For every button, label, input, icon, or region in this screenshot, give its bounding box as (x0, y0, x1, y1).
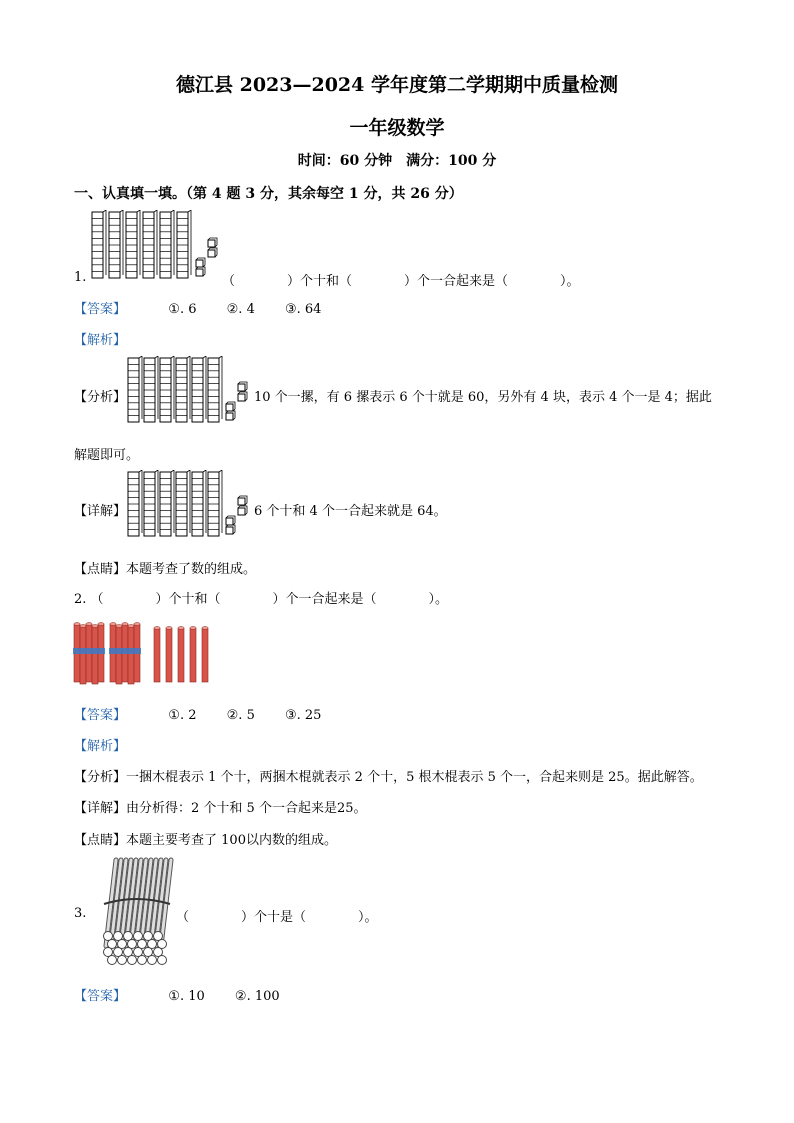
q1-point: 【点睛】本题考查了数的组成。 (74, 562, 257, 577)
ten-rod (176, 356, 190, 422)
ten-rod (160, 356, 174, 422)
unit-cube (196, 258, 205, 267)
q1-question: （ ）个十和（ ）个一合起来是（ ）。 (222, 274, 580, 289)
page-title: 德江县 2023—2024 学年度第二学期期中质量检测 (176, 74, 618, 96)
ten-rod (144, 470, 158, 536)
analysis-tag: 【解析】 (74, 333, 127, 348)
unit-cube (238, 506, 247, 515)
ten-rod (126, 210, 140, 278)
ten-rod (192, 356, 206, 422)
unit-cube (238, 392, 247, 401)
ten-rod (177, 210, 191, 278)
unit-cube (208, 238, 217, 247)
bundled-sticks-figure (72, 618, 222, 686)
single-stick (202, 627, 208, 683)
q1-detail-tag: 【详解】 (74, 504, 127, 519)
ten-rod (160, 470, 174, 536)
q2-question: 2. （ ）个十和（ ）个一合起来是（ ）。 (74, 592, 449, 607)
unit-cube (226, 525, 235, 534)
q2-answer: 【答案】 ①. 2 ②. 5 ③. 25 (74, 708, 322, 723)
ten-rod (128, 470, 142, 536)
q3-answer: 【答案】 ①. 10 ②. 100 (74, 989, 280, 1004)
single-stick (154, 627, 160, 683)
q1-answer-2: ②. 4 (226, 302, 255, 317)
stick-bundle (73, 623, 105, 685)
q2-point: 【点睛】本题主要考查了 100以内数的组成。 (74, 833, 337, 848)
ten-rod (208, 356, 222, 422)
exam-meta: 时间：60 分钟 满分：100 分 (297, 153, 497, 169)
single-stick (178, 627, 184, 683)
big-bundle (104, 860, 172, 965)
q1-number: 1. (74, 270, 87, 285)
ten-rod (92, 210, 106, 278)
q1-fenxi-text: 10 个一摞，有 6 摞表示 6 个十就是 60，另外有 4 块，表示 4 个一是 4；据此 (254, 390, 712, 405)
q2-fenxi: 【分析】一捆木棍表示 1 个十，两捆木棍就表示 2 个十，5 根木棍表示 5 个一，合起来则是 25。据此解答。 (74, 770, 703, 785)
unit-cube (196, 267, 205, 276)
unit-cube (226, 516, 235, 525)
ten-rod (143, 210, 157, 278)
q1-fenxi-tag: 【分析】 (74, 390, 127, 405)
ten-rod (176, 470, 190, 536)
single-stick (166, 627, 172, 683)
q2-detail: 【详解】由分析得：2 个十和 5 个一合起来是25。 (74, 801, 367, 816)
q1-answer (74, 298, 347, 317)
q1-fenxi-text2: 解题即可。 (74, 448, 140, 463)
base-ten-blocks-figure (90, 210, 222, 282)
unit-cube (238, 496, 247, 505)
circled-number-3: ③ (284, 302, 297, 317)
ten-rod (128, 356, 142, 422)
ten-rod (192, 470, 206, 536)
circled-number-1: ① (168, 302, 180, 317)
analysis-tag: 【解析】 (74, 739, 127, 754)
base-ten-blocks-figure (126, 356, 254, 426)
ten-rod (208, 470, 222, 536)
hundred-sticks-bundle-figure (96, 856, 178, 968)
answer-tag: 【答案】 (74, 302, 127, 317)
q1-answer-3: ③. 64 (284, 302, 322, 317)
page-subtitle: 一年级数学 (349, 117, 445, 139)
unit-cube (208, 248, 217, 257)
section-title: 一、认真填一填。（第 4 题 3 分，其余每空 1 分，共 26 分） (74, 186, 463, 202)
base-ten-blocks-figure (126, 470, 254, 540)
stick-bundle (109, 623, 141, 685)
q1-detail-text: 6 个十和 4 个一合起来就是 64。 (254, 504, 447, 519)
q3-question: （ ）个十是（ ）。 (176, 910, 378, 925)
ten-rod (109, 210, 123, 278)
ten-rod (144, 356, 158, 422)
single-stick (190, 627, 196, 683)
circled-number-2: ② (226, 302, 239, 317)
unit-cube (226, 402, 235, 411)
q3-number: 3. (74, 906, 87, 921)
unit-cube (238, 382, 247, 391)
ten-rod (160, 210, 174, 278)
q1-answer-1: ①. 6 (168, 302, 197, 317)
unit-cube (226, 411, 235, 420)
